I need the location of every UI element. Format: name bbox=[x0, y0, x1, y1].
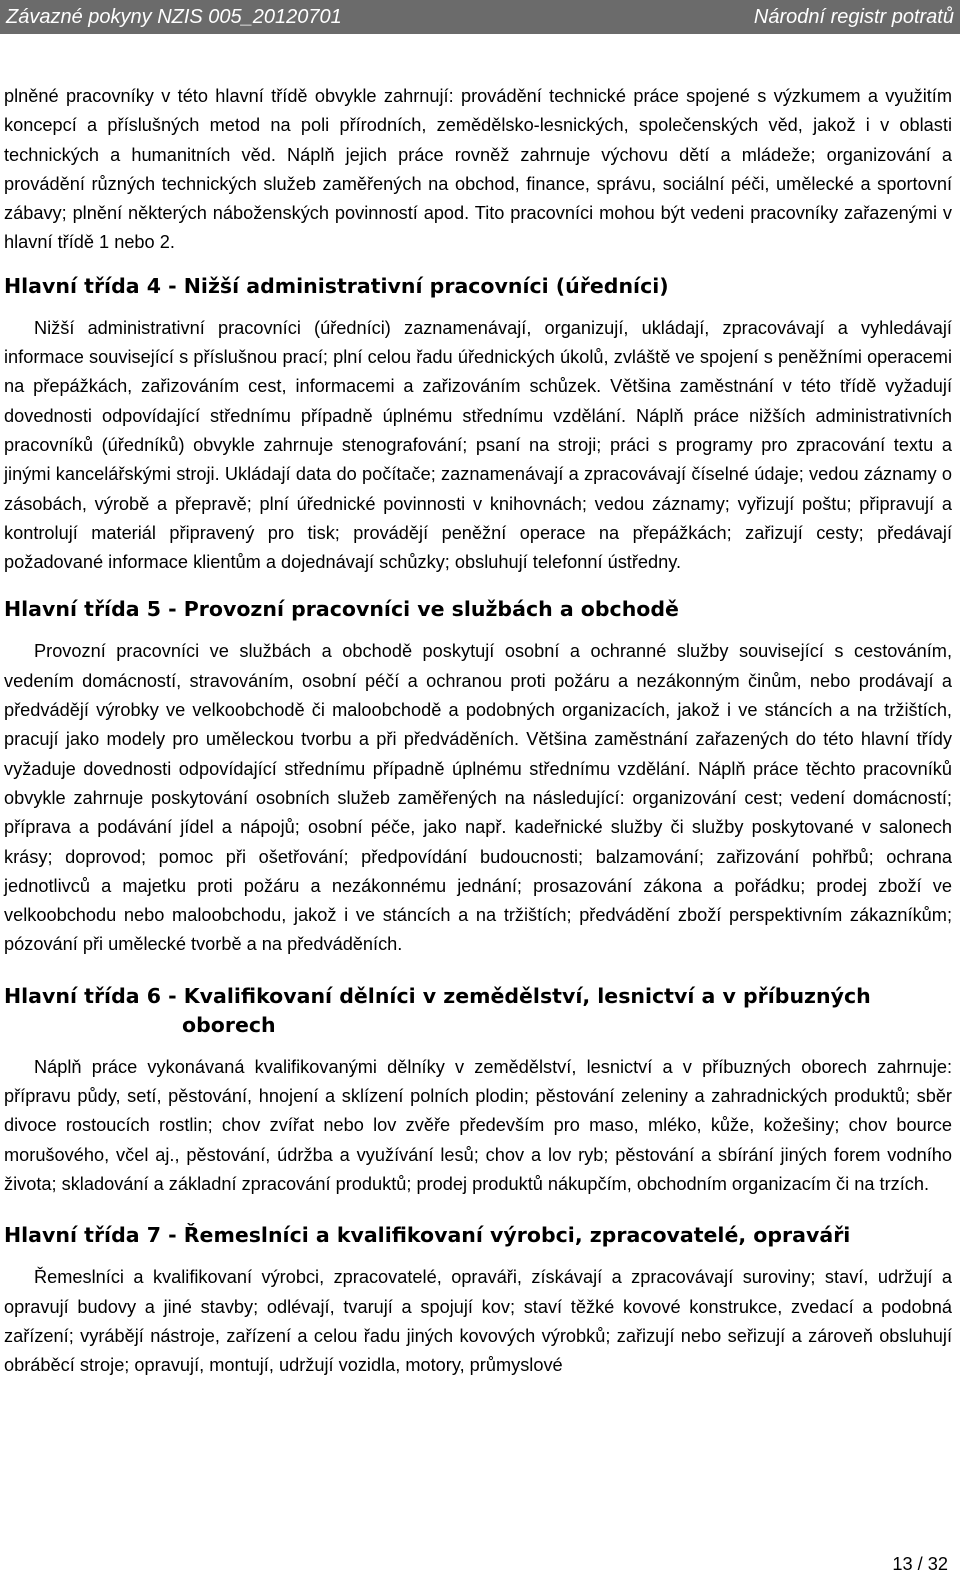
section-text-4: Nižší administrativní pracovníci (úředníci) zaznamenávají, organizují, ukládají, zpracovávají a vyhledávají informace související s příslušnou prací; plní celou řadu úřednických úkolů, zvláště ve spojení s peněžními operacemi na přepážkách, zařizováním cest, informacemi a zařizováním schůzek. Většina zaměstnání v této třídě vyžadují dovednosti odpovídající střednímu případně úplnému střednímu vzdělání. Náplň práce nižších administrativních pracovníků (úředníků) obvykle zahrnuje stenografování; psaní na stroji; práci s programy pro zpracování textu a jinými kancelářskými stroji. Ukládají data do počítače; zaznamenávají a zpracovávají číselné údaje; vedou záznamy o zásobách, výrobě a přepravě; plní úřednické povinnosti v knihovnách; vedou záznamy; vyřizují poštu; připravují a kontrolují materiál připravený pro tisk; provádějí peněžní operace na přepážkách; zařizují cesty; předávají požadované informace klientům a dojednávají schůzky; obsluhují telefonní ústředny. bbox=[4, 317, 952, 573]
section-heading-7: Hlavní třída 7 - Řemeslníci a kvalifikovaní výrobci, zpracovatelé, opraváři bbox=[4, 1223, 851, 1248]
section-text-7: Řemeslníci a kvalifikovaní výrobci, zpracovatelé, opraváři, získávají a zpracovávají suroviny; staví, udržují a opravují budovy a jiné stavby; odlévají, tvarují a spojují kov; staví těžké kovové konstrukce, zvedací a podobná zařízení; vyrábějí nástroje, zařízení a celou řadu jiných kovových výrobků; zařizují nebo seřizují a zároveň obsluhují obráběcí stroje; opravují, montují, udržují vozidla, motory, průmyslové bbox=[4, 1267, 952, 1376]
page-number: 13 / 32 bbox=[892, 1554, 948, 1574]
intro-paragraph: plněné pracovníky v této hlavní třídě obvykle zahrnují: provádění technické práce spojené s výzkumem a využitím koncepcí a příslušných metod na poli přírodních, zemědělsko-lesnických, společenských věd, jakož i v oblasti technických a humanitních věd. Náplň jejich práce rovněž zahrnuje výchovu dětí a mládeže; organizování a provádění různých technických služeb zaměřených na obchod, finance, správu, sociální péči, umělecké a sportovní zábavy; plnění některých náboženských povinností apod. Tito pracovníci mohou být vedeni pracovníky zařazenými v hlavní třídě 1 nebo 2. bbox=[4, 86, 952, 253]
section-heading-6: Hlavní třída 6 - Kvalifikovaní dělníci v zemědělství, lesnictví a v příbuzných oborech bbox=[4, 983, 871, 1037]
section-heading-5: Hlavní třída 5 - Provozní pracovníci ve službách a obchodě bbox=[4, 597, 679, 622]
document-title: Závazné pokyny NZIS 005_20120701 bbox=[6, 6, 342, 28]
page-header bbox=[0, 0, 960, 34]
section-text-6: Náplň práce vykonávaná kvalifikovanými dělníky v zemědělství, lesnictví a v příbuzných oborech zahrnuje: přípravu půdy, setí, pěstování, hnojení a sklízení polních plodin; pěstování zeleniny a zahradnických produktů; sběr divoce rostoucích rostlin; chov zvířat nebo lov zvěře především pro maso, mléko, kůže, kožešiny; chov bource morušového, včel aj., pěstování, údržba a využívání lesů; chov a lov ryb; pěstování a sbírání jiných forem vodního života; skladování a základní zpracování produktů; prodej produktů nákupčím, obchodním organizacím či na trzích. bbox=[4, 1056, 952, 1194]
section-text-5: Provozní pracovníci ve službách a obchodě poskytují osobní a ochranné služby související s cestováním, vedením domácností, stravováním, osobní péčí a ochranou proti požáru a nezákonným činům, nebo prodávají a předvádějí výrobky ve velkoobchodě či maloobchodě a podobných organizacích, jakož i ve stáncích a na tržištích, pracují jako modely pro uměleckou tvorbu a při předváděních. Většina zaměstnání zařazených do této hlavní třídy vyžaduje dovednosti odpovídající střednímu případně úplnému střednímu vzdělání. Náplň práce těchto pracovníků obvykle zahrnuje poskytování osobních služeb zaměřených na následující: organizování cest; vedení domácností; příprava a podávání jídel a nápojů; osobní péče, jako např. kadeřnické služby či služby poskytované v salonech krásy; doprovod; pomoc při ošetřování; předpovídání budoucnosti; balzamování; zařizování pohřbů; ochrana jednotlivců a majetku proti požáru a nezákonnému jednání; prosazování zákona a pořádku; prodej zboží ve velkoobchodu nebo maloobchodu, jakož i ve stáncích a na tržištích; předvádění zboží perspektivním zákazníkům; pózování při umělecké tvorbě a na předváděních. bbox=[4, 641, 952, 955]
document-body bbox=[4, 82, 952, 1380]
registry-name: Národní registr potratů bbox=[753, 6, 954, 28]
section-heading-4: Hlavní třída 4 - Nižší administrativní pracovníci (úředníci) bbox=[4, 273, 669, 298]
